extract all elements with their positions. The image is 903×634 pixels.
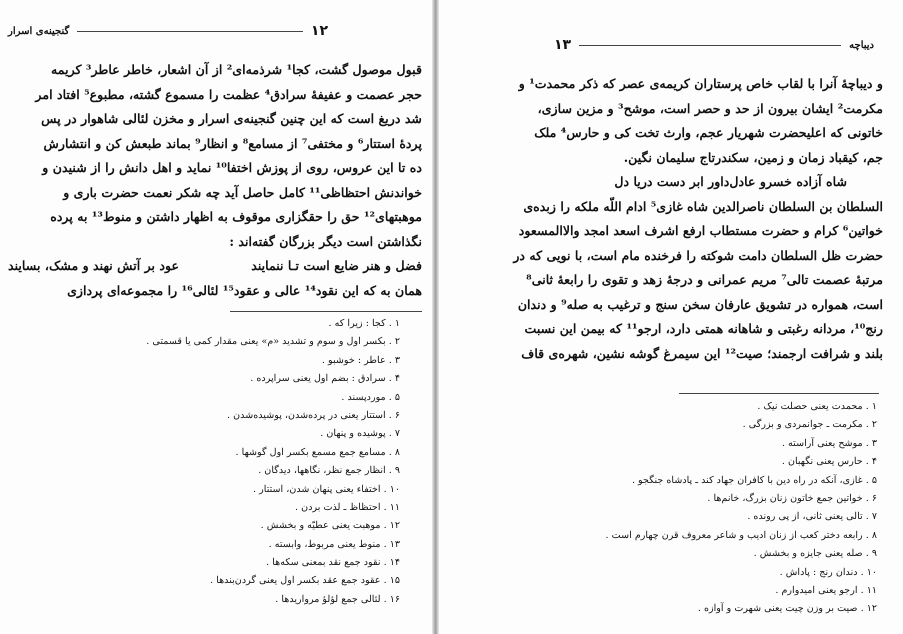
header-rule <box>579 45 841 46</box>
text-line: پردهٔ استتار⁶ و مختفی⁷ از مسامع⁸ و انظار⁹ بماند طبعش کن و انتشارش <box>43 135 422 151</box>
left-body-text <box>8 58 422 303</box>
footnote: ۱۴ . نقود جمع نقد بمعنی سکه‌ها . <box>266 557 400 569</box>
footnote: ۳ . موشح یعنی آراسته . <box>781 437 877 449</box>
footnote: ۱۱ . احتظاظ ـ لذت بردن . <box>295 501 400 513</box>
text-line: خاتونی که اعلیحضرت شهریار عجم، وارث تخت کی و حارس⁴ ملک <box>534 125 883 140</box>
text-line: رنج¹⁰، مردانه رغبتی و شاهانه همتی دارد، ارجو¹¹ که بیمن این نسبت <box>524 321 883 336</box>
text-line: السلطان بن السلطان ناصرالدین شاه غازی⁵ ادام اللّه ملکه را زبده‌ی <box>523 198 883 214</box>
footnote-rule <box>230 311 422 312</box>
header-rule <box>77 31 303 32</box>
text-line: حجر عصمت و عفیفهٔ سرادق⁴ عظمت را مسموع گشته، مطبوع⁵ افتاد امر <box>35 86 422 102</box>
text-line: مرتبهٔ عصمت تالی⁷ مریم عمرانی و درجهٔ زهد و تقوی را رابعهٔ ثانی⁸ <box>526 272 883 287</box>
right-running-title: دیباچه <box>849 39 874 51</box>
footnote: ۱۰ . اختفاء یعنی پنهان شدن، استتار . <box>253 483 400 495</box>
verse-hemistich-2: داور ابر دست دریا دل <box>614 174 730 189</box>
footnote: ۱ . محمدت یعنی حصلت نیک . <box>757 401 877 412</box>
verse-hemistich-2: عود بر آتش نهند و مشک، بسایند <box>8 258 180 273</box>
footnote: ۳ . عاطر : خوشبو . <box>321 354 400 366</box>
footnote: ۱۰ . دندان رنج : پاداش . <box>779 566 877 578</box>
footnote: ۱۲ . موهبت یعنی عطیّه و بخشش . <box>260 520 400 532</box>
text-line: شد دریغ است که این چنین گنجینه‌ی اسرار و مخزن لئالی شاهوار در پس <box>41 111 422 126</box>
footnote: ۱۵ . عقود جمع عقد بکسر اول یعنی گردن‌بندها . <box>210 575 400 587</box>
text-line: مکرمت² ایشان بیرون از حد و حصر است، موشح³ و مزین سازی، <box>537 100 883 116</box>
text-line: بلند و شرافت ارجمند؛ صیت¹² این سیمرغ گوشه نشین، شهره‌ی قاف <box>521 345 883 361</box>
left-page-number: ۱۲ <box>310 23 328 39</box>
left-page <box>0 0 432 634</box>
footnote-rule <box>679 393 879 394</box>
text-line: ده تا این عروس، روی از پوزش اختفا¹⁰ نماید و اهل دانش را از شنیدن و <box>42 160 422 175</box>
footnote: ۶ . خواتین جمع خاتون زنان بزرگ، خانم‌ها . <box>707 492 877 504</box>
verse-line <box>8 254 422 279</box>
text-line: حضرت ظل السلطان دامت شوکته را فرخنده مام است، با نویی که در <box>513 247 883 263</box>
left-running-title: گنجینه‌ی اسرار <box>8 25 70 37</box>
footnote: ۷ . تالی یعنی ثانی، از پی رونده . <box>747 511 877 523</box>
right-page <box>439 0 903 634</box>
verse-hemistich-1: فضل و هنر ضایع است تـا ننمایند <box>251 258 422 273</box>
verse-line <box>551 170 883 195</box>
footnote: ۲ . مکرمت ـ جوانمردی و بزرگی . <box>742 419 877 431</box>
footnote: ۲ . بکسر اول و سوم و تشدید «م» یعنی مقدار کمی یا قسمتی . <box>146 336 400 348</box>
footnote: ۱۶ . لئالی جمع لؤلؤ مرواریدها . <box>275 593 400 605</box>
text-line: است، همواره در تشویق عارفان سخن سنج و ترغیب به صله⁹ و دندان <box>517 296 883 312</box>
right-page-header <box>554 34 874 56</box>
footnote: ۶ . استتار یعنی در پرده‌شدن، پوشیده‌شدن . <box>227 409 400 421</box>
footnote: ۱۲ . صیت بر وزن چیت یعنی شهرت و آوازه . <box>697 603 877 615</box>
footnote: ۷ . پوشیده و پنهان . <box>320 428 400 440</box>
footnote: ۴ . حارس یعنی نگهبان . <box>781 456 877 468</box>
footnote: ۹ . انظار جمع نظر، نگاهها، دیدگان . <box>258 465 400 477</box>
book-gutter <box>432 0 439 634</box>
footnote: ۱ . کجا : زیرا که . <box>328 318 400 329</box>
text-line: نگذاشتن است دیگر بزرگان گفته‌اند : <box>229 233 422 249</box>
footnote: ۸ . مسامع جمع مسمع بکسر اول گوشها . <box>235 446 400 458</box>
left-page-header <box>8 20 328 42</box>
text-line: همان به که این نقود¹⁴ عالی و عقود¹⁵ لئالی¹⁶ را مجموعه‌ای پردازی <box>67 282 422 298</box>
right-body-text <box>513 72 883 366</box>
text-line: خواتین⁶ کرام و حضرت مستطاب ارفع اشرف اسعد امجد والاالمسعود <box>518 223 883 238</box>
footnote: ۱۱ . ارجو یعنی امیدوارم . <box>775 584 877 596</box>
left-footnotes <box>40 315 400 609</box>
footnote: ۴ . سرادق : بضم اول یعنی سراپرده . <box>250 373 400 385</box>
footnote: ۵ . موردپسند . <box>341 391 400 403</box>
footnote: ۵ . غازی، آنکه در راه دین با کافران جهاد کند ـ پادشاه جنگجو . <box>631 474 877 486</box>
text-line: خواندنش احتظاظی¹¹ کامل حاصل آید چه شکر نعمت حضرت باری و <box>63 184 422 200</box>
text-line: قبول موصول گشت، کجا¹ شرذمه‌ای² از آن اشعار، خاطر عاطر³ کریمه <box>51 62 422 77</box>
right-page-number: ۱۳ <box>554 37 572 53</box>
right-footnotes <box>551 398 877 619</box>
text-line: موهبتهای¹² حق را حقگزاری موقوف به اظهار داشتن و منوط¹³ به پرده <box>50 209 422 224</box>
footnote: ۸ . رابعه دختر کعب از زنان ادیب و شاعر معروف قرن چهارم است . <box>605 529 877 541</box>
footnote: ۱۳ . منوط یعنی مربوط، وابسته . <box>268 538 400 550</box>
footnote: ۹ . صله یعنی جایزه و بخشش . <box>753 548 877 560</box>
text-line: و دیباچهٔ آنرا با لقاب خاص پرستاران کریمه‌ی عصر که ذکر محمدت¹ و <box>518 76 883 91</box>
text-line: جم، کیقباد زمان و زمین، سکندرتاج سلیمان نگین. <box>623 149 883 165</box>
verse-hemistich-1: شاه آزاده خسرو عادل <box>729 174 847 189</box>
